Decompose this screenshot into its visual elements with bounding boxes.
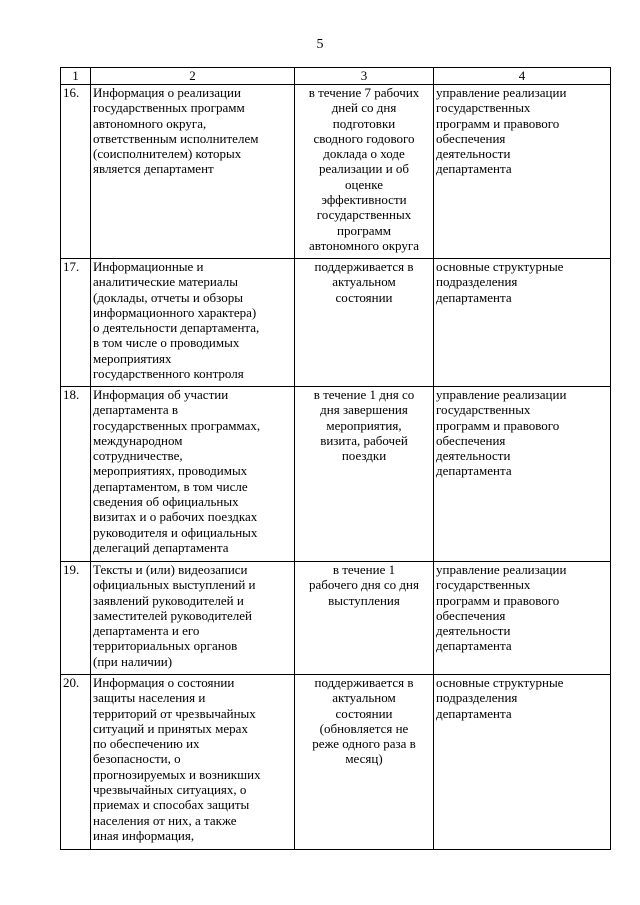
info-cell: Информация о реализации государственных программ автономного округа, ответственным исполнителем (соисполнителем) которых является департамент <box>93 85 259 177</box>
term-cell: в течение 1 рабочего дня со дня выступления <box>309 562 419 608</box>
responsible-cell: управление реализации государственных программ и правового обеспечения деятельности департамента <box>436 85 567 177</box>
header-col-2: 2 <box>91 68 295 85</box>
responsible-cell: управление реализации государственных программ и правового обеспечения деятельности департамента <box>436 387 567 479</box>
table-header-row <box>61 68 611 85</box>
term-cell: в течение 7 рабочих дней со дня подготовки сводного годового доклада о ходе реализации и об оценке эффективности государственных программ автономного округа <box>308 85 420 253</box>
row-number: 20. <box>61 675 91 850</box>
page-number: 5 <box>316 37 324 52</box>
row-number: 16. <box>61 85 91 259</box>
term-cell: поддерживается в актуальном состоянии (обновляется не реже одного раза в месяц) <box>312 675 416 767</box>
header-col-3: 3 <box>295 68 434 85</box>
term-cell: поддерживается в актуальном состоянии <box>314 259 414 305</box>
responsible-cell: основные структурные подразделения департамента <box>436 259 564 305</box>
table-row <box>61 85 611 259</box>
term-cell: в течение 1 дня со дня завершения мероприятия, визита, рабочей поездки <box>313 387 415 464</box>
info-cell: Информация о состоянии защиты населения и территорий от чрезвычайных ситуаций и принятых мерах по обеспечению их безопасности, о прогнозируемых и возникших чрезвычайных ситуациях, о приемах и способах защиты населения от них, а также иная информация, <box>93 675 261 843</box>
document-table <box>60 67 611 850</box>
table-row <box>61 259 611 387</box>
row-number: 17. <box>61 259 91 387</box>
responsible-cell: основные структурные подразделения департамента <box>436 675 564 721</box>
row-number: 19. <box>61 562 91 675</box>
responsible-cell: управление реализации государственных программ и правового обеспечения деятельности департамента <box>436 562 567 654</box>
info-cell: Информация об участии департамента в государственных программах, международном сотрудничестве, мероприятиях, проводимых департаментом, в том числе сведения об официальных визитах и о рабочих поездках руководителя и официальных делегаций департамента <box>93 387 261 555</box>
table-row <box>61 562 611 675</box>
info-cell: Тексты и (или) видеозаписи официальных выступлений и заявлений руководителей и заместителей руководителей департамента и его территориальных органов (при наличии) <box>93 562 256 669</box>
info-cell: Информационные и аналитические материалы (доклады, отчеты и обзоры информационного характера) о деятельности департамента, в том числе о проводимых мероприятиях государственного контроля <box>93 259 260 382</box>
table-row <box>61 675 611 850</box>
header-col-1: 1 <box>61 68 91 85</box>
header-col-4: 4 <box>434 68 611 85</box>
table-row <box>61 387 611 562</box>
row-number: 18. <box>61 387 91 562</box>
